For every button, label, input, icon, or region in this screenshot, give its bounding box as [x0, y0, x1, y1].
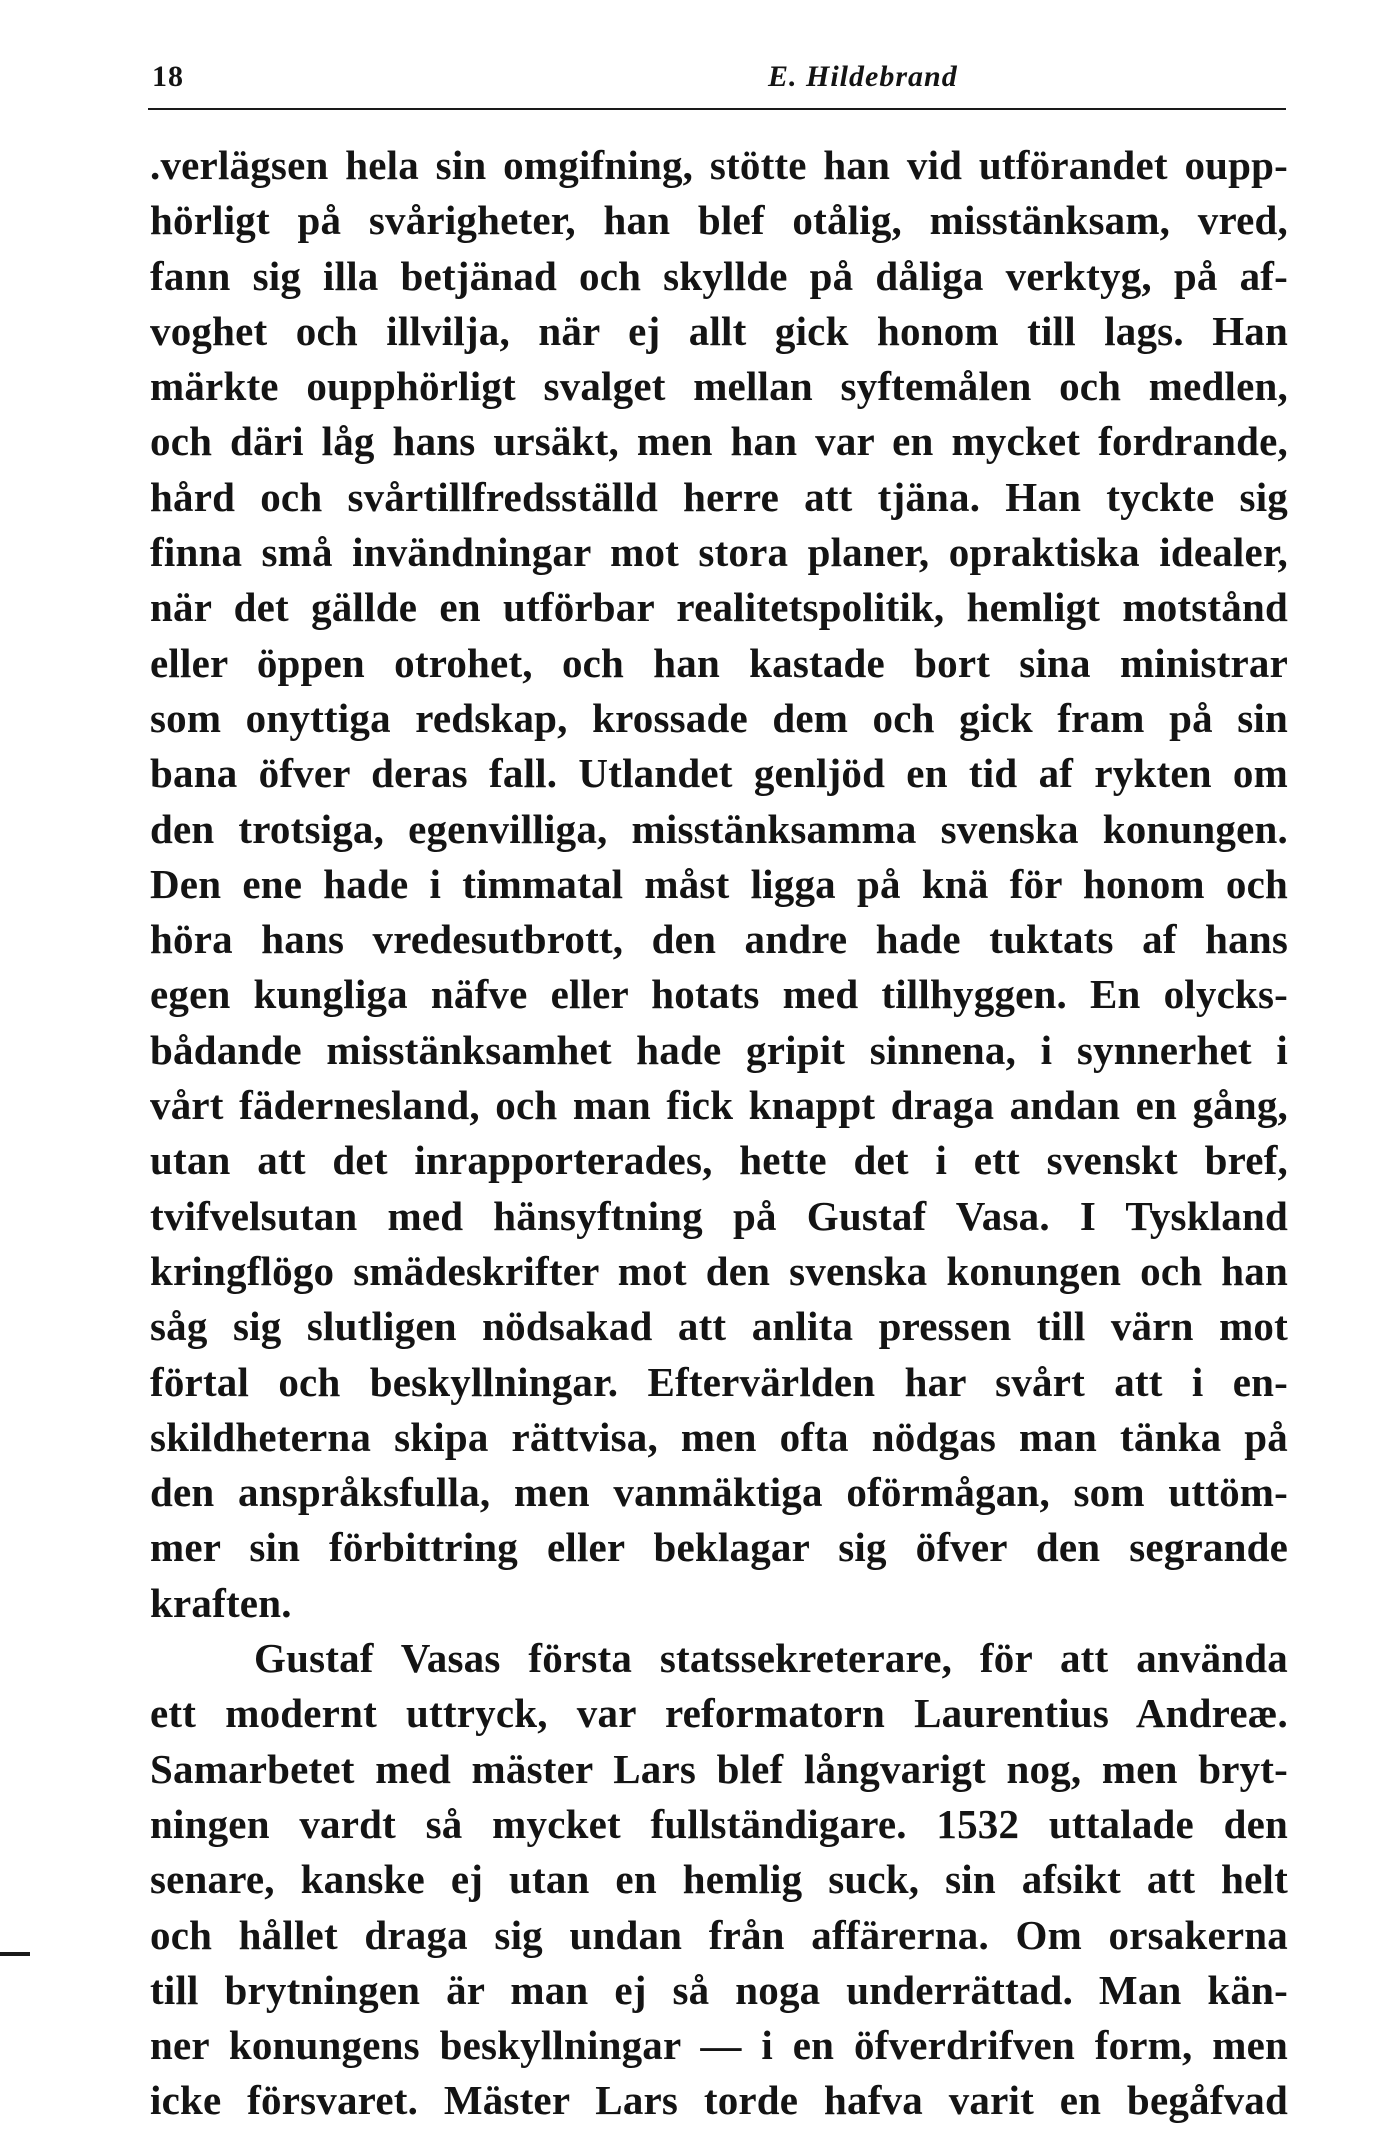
- text-line: förtal och beskyllningar. Eftervärlden har svårt att i en-: [150, 1358, 1288, 1405]
- text-line: den anspråksfulla, men vanmäktiga oförmågan, som uttöm-: [150, 1469, 1288, 1516]
- text-line: utan att det inrapporterades, hette det i ett svenskt bref,: [150, 1137, 1288, 1184]
- text-line: voghet och illvilja, när ej allt gick honom till lags. Han: [150, 307, 1288, 354]
- text-line: fann sig illa betjänad och skyllde på dåliga verktyg, på af-: [150, 252, 1288, 299]
- text-line: ningen vardt så mycket fullständigare. 1532 uttalade den: [150, 1800, 1288, 1847]
- text-line: Den ene hade i timmatal måst ligga på knä för honom och: [150, 860, 1288, 907]
- text-line: kringflögo smädeskrifter mot den svenska konungen och han: [150, 1247, 1288, 1294]
- text-line: såg sig slutligen nödsakad att anlita pressen till värn mot: [150, 1303, 1288, 1350]
- text-line: ner konungens beskyllningar — i en öfverdrifven form, men: [150, 2022, 1288, 2069]
- text-line: till brytningen är man ej så noga underrättad. Man kän-: [150, 1966, 1288, 2013]
- text-line: eller öppen otrohet, och han kastade bort sina ministrar: [150, 639, 1288, 686]
- text-line: kraften.: [150, 1579, 292, 1626]
- text-line: och däri låg hans ursäkt, men han var en mycket fordrande,: [150, 418, 1288, 465]
- text-line: icke försvaret. Mäster Lars torde hafva varit en begåfvad: [150, 2077, 1288, 2124]
- text-line: höra hans vredesutbrott, den andre hade tuktats af hans: [150, 916, 1288, 963]
- text-line: som onyttiga redskap, krossade dem och gick fram på sin: [150, 694, 1288, 741]
- text-line: Gustaf Vasas första statssekreterare, för att använda: [254, 1635, 1288, 1682]
- text-line: den trotsiga, egenvilliga, misstänksamma svenska konungen.: [150, 805, 1288, 852]
- paragraph-1: [150, 138, 1288, 1631]
- running-head: E. Hildebrand: [768, 60, 958, 93]
- text-line: när det gällde en utförbar realitetspolitik, hemligt motstånd: [150, 584, 1288, 631]
- text-line: egen kungliga näfve eller hotats med tillhyggen. En olycks-: [150, 971, 1288, 1018]
- text-line: tvifvelsutan med hänsyftning på Gustaf Vasa. I Tyskland: [150, 1192, 1288, 1239]
- text-line: märkte oupphörligt svalget mellan syftemålen och medlen,: [150, 363, 1288, 410]
- text-line: bana öfver deras fall. Utlandet genljöd en tid af rykten om: [150, 750, 1288, 797]
- text-line: hård och svårtillfredsställd herre att tjäna. Han tyckte sig: [150, 473, 1288, 520]
- text-line: Samarbetet med mäster Lars blef långvarigt nog, men bryt-: [150, 1745, 1288, 1792]
- text-line: hörligt på svårigheter, han blef otålig, misstänksam, vred,: [150, 197, 1288, 244]
- text-line: mer sin förbittring eller beklagar sig öfver den segrande: [150, 1524, 1288, 1571]
- paragraph-2: [150, 1631, 1288, 2129]
- text-line: bådande misstänksamhet hade gripit sinnena, i synnerhet i: [150, 1026, 1288, 1073]
- text-line: vårt fädernesland, och man fick knappt draga andan en gång,: [150, 1082, 1288, 1129]
- text-line: och hållet draga sig undan från affärerna. Om orsakerna: [150, 1911, 1288, 1958]
- header-rule: [148, 108, 1286, 110]
- text-line: .verlägsen hela sin omgifning, stötte han vid utförandet oupp-: [150, 142, 1288, 188]
- text-line: finna små invändningar mot stora planer, opraktiska idealer,: [150, 529, 1288, 576]
- page-number: 18: [152, 60, 184, 93]
- text-line: ett modernt uttryck, var reformatorn Laurentius Andreæ.: [150, 1690, 1288, 1737]
- body-text: [150, 138, 1288, 2129]
- text-line: senare, kanske ej utan en hemlig suck, sin afsikt att helt: [150, 1856, 1288, 1903]
- text-line: skildheterna skipa rättvisa, men ofta nödgas man tänka på: [150, 1413, 1288, 1460]
- page-header: [148, 60, 1288, 110]
- margin-mark: [0, 1952, 30, 1956]
